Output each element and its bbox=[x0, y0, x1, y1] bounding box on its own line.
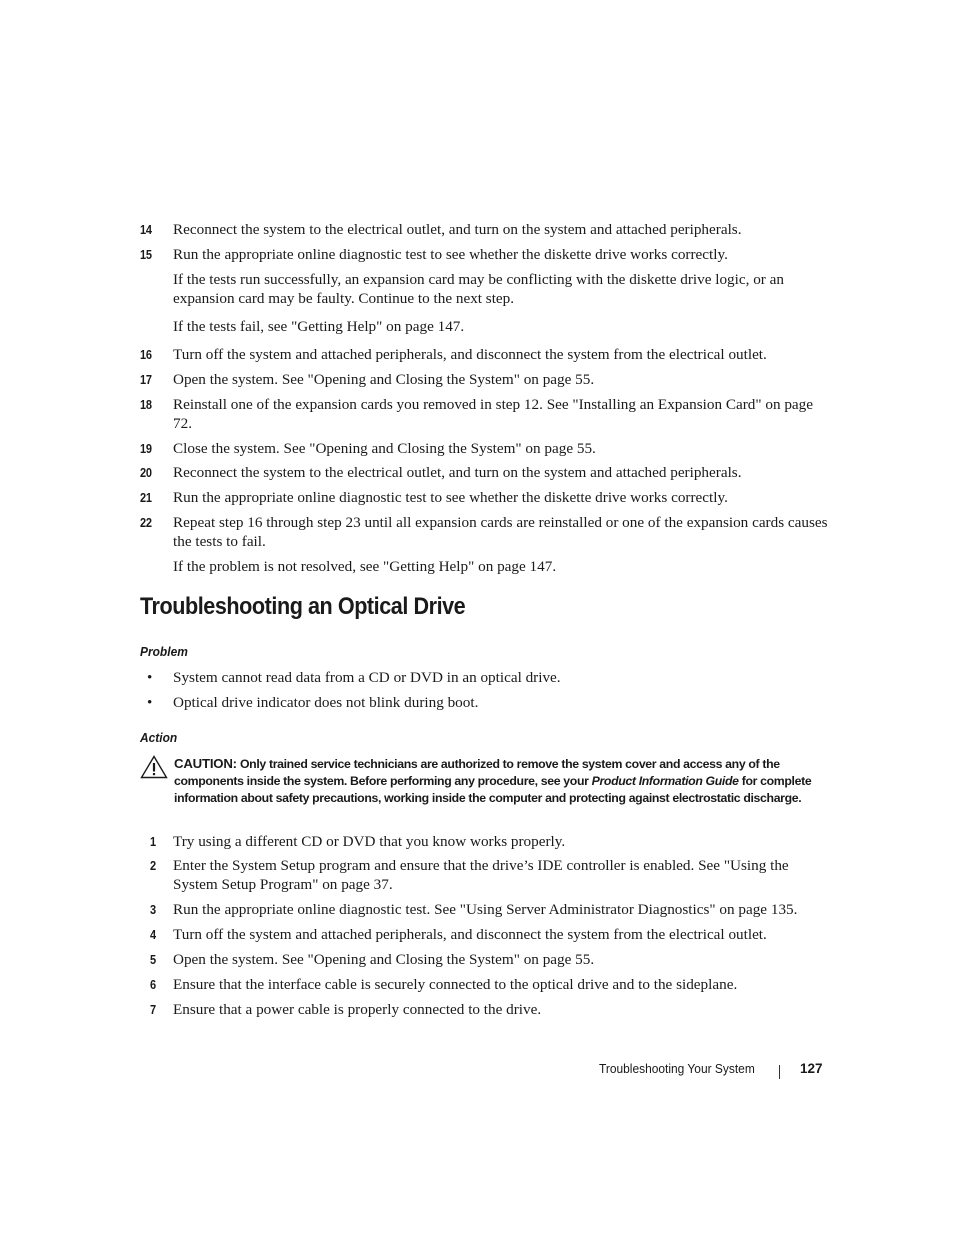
step-text: Close the system. See "Opening and Closing the System" on page 55. bbox=[173, 440, 596, 457]
step-number: 16 bbox=[140, 348, 152, 362]
step-4 bbox=[140, 925, 830, 944]
step-2 bbox=[140, 856, 830, 894]
step-text: Reconnect the system to the electrical outlet, and turn on the system and attached peripherals. bbox=[173, 464, 742, 481]
action-label: Action bbox=[140, 730, 178, 745]
step-number: 3 bbox=[150, 903, 156, 917]
footer-section-title: Troubleshooting Your System bbox=[599, 1061, 755, 1076]
caution-text bbox=[174, 755, 830, 807]
step-number: 21 bbox=[140, 491, 152, 505]
step-text: Ensure that the interface cable is securely connected to the optical drive and to the sideplane. bbox=[173, 976, 738, 993]
bullet-dot: • bbox=[147, 694, 153, 711]
caution-notice bbox=[140, 755, 830, 807]
step-6 bbox=[140, 975, 830, 994]
step-text: Turn off the system and attached peripherals, and disconnect the system from the electrical outlet. bbox=[173, 926, 767, 943]
step-text: Open the system. See "Opening and Closing the System" on page 55. bbox=[173, 951, 595, 968]
section-title: Troubleshooting an Optical Drive bbox=[140, 593, 466, 620]
step-number: 22 bbox=[140, 516, 152, 530]
step-text: Repeat step 16 through step 23 until all expansion cards are reinstalled or one of the expansion cards causes the tests to fail. bbox=[173, 514, 828, 550]
step-text: Reinstall one of the expansion cards you removed in step 12. See "Installing an Expansion Card" on page 72. bbox=[173, 396, 814, 432]
step-number: 20 bbox=[140, 466, 152, 480]
step-17 bbox=[140, 370, 830, 389]
step-22 bbox=[140, 513, 830, 551]
step-21 bbox=[140, 488, 830, 507]
problem-bullet bbox=[140, 668, 830, 687]
step-18 bbox=[140, 395, 830, 433]
step-number: 19 bbox=[140, 442, 152, 456]
bullet-text: Optical drive indicator does not blink during boot. bbox=[173, 694, 479, 711]
step-text: Run the appropriate online diagnostic test. See "Using Server Administrator Diagnostics" on page 135. bbox=[173, 901, 798, 918]
page-number: 127 bbox=[800, 1061, 823, 1076]
step-number: 6 bbox=[150, 978, 156, 992]
problem-bullet bbox=[140, 693, 830, 712]
problem-label: Problem bbox=[140, 644, 188, 659]
step-3 bbox=[140, 900, 830, 919]
step-5 bbox=[140, 950, 830, 969]
step-16 bbox=[140, 345, 830, 364]
footer-divider bbox=[779, 1065, 780, 1079]
step-20 bbox=[140, 463, 830, 482]
warning-triangle-icon bbox=[140, 755, 168, 779]
step-number: 4 bbox=[150, 928, 156, 942]
step-number: 14 bbox=[140, 223, 152, 237]
step-text: Enter the System Setup program and ensure that the drive’s IDE controller is enabled. See "Using the System Setup Program" on page 37. bbox=[173, 857, 789, 893]
step-number: 17 bbox=[140, 373, 152, 387]
step-text: Run the appropriate online diagnostic test to see whether the diskette drive works correctly. bbox=[173, 246, 728, 263]
step-14 bbox=[140, 220, 830, 239]
bullet-dot: • bbox=[147, 669, 153, 686]
step-number: 15 bbox=[140, 248, 152, 262]
caution-text-after: for complete information about safety precautions, working inside the computer and protecting against electrostatic discharge. bbox=[174, 774, 812, 805]
step-7 bbox=[140, 1000, 830, 1019]
step-number: 5 bbox=[150, 953, 156, 967]
bullet-text: System cannot read data from a CD or DVD in an optical drive. bbox=[173, 669, 561, 686]
step-number: 18 bbox=[140, 398, 152, 412]
page-footer bbox=[599, 1061, 823, 1076]
caution-text-before: Only trained service technicians are authorized to remove the system cover and access any of the components inside the system. Before performing any procedure, see your bbox=[174, 757, 780, 788]
step-text: Try using a different CD or DVD that you know works properly. bbox=[173, 833, 566, 850]
step-text: Reconnect the system to the electrical outlet, and turn on the system and attached peripherals. bbox=[173, 221, 742, 238]
step-number: 7 bbox=[150, 1003, 156, 1017]
step-1 bbox=[140, 832, 830, 851]
step-22-note: If the problem is not resolved, see "Getting Help" on page 147. bbox=[173, 558, 557, 575]
step-15-note-success: If the tests run successfully, an expansion card may be conflicting with the diskette drive logic, or an expansion card may be faulty. Continue to the next step. bbox=[173, 271, 784, 307]
step-text: Turn off the system and attached peripherals, and disconnect the system from the electrical outlet. bbox=[173, 346, 767, 363]
step-19 bbox=[140, 439, 830, 458]
step-text: Ensure that a power cable is properly connected to the drive. bbox=[173, 1001, 542, 1018]
step-number: 2 bbox=[150, 859, 156, 873]
product-guide-title: Product Information Guide bbox=[591, 774, 739, 788]
caution-label: CAUTION: bbox=[174, 756, 237, 771]
step-text: Open the system. See "Opening and Closing the System" on page 55. bbox=[173, 371, 595, 388]
step-text: Run the appropriate online diagnostic test to see whether the diskette drive works correctly. bbox=[173, 489, 728, 506]
step-15-note-fail: If the tests fail, see "Getting Help" on page 147. bbox=[173, 318, 465, 335]
step-15 bbox=[140, 245, 830, 264]
step-number: 1 bbox=[150, 835, 156, 849]
